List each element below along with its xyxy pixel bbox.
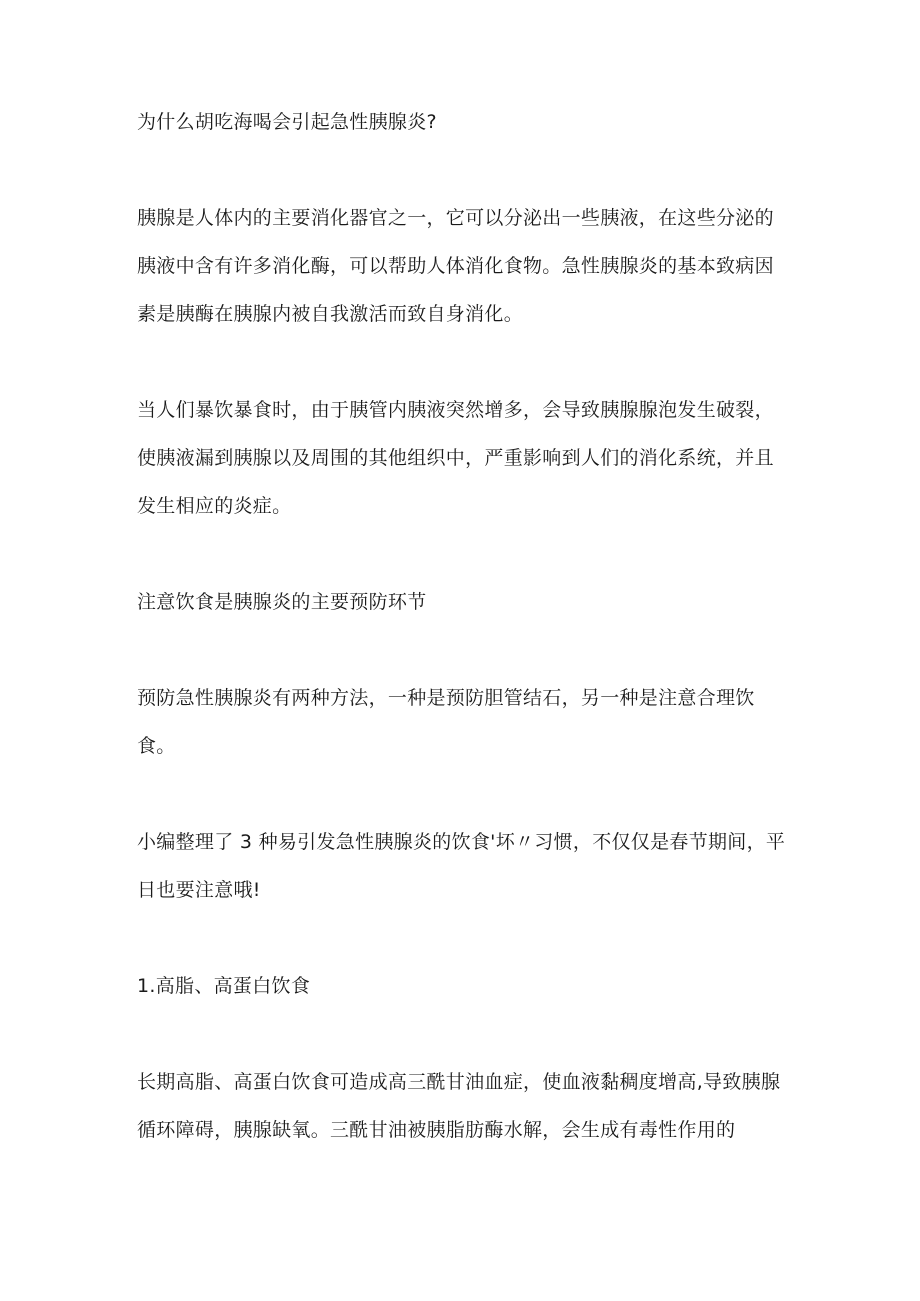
- section-heading-diet-prevention: 注意饮食是胰腺炎的主要预防环节: [137, 591, 427, 613]
- section-heading-high-fat-protein: 1.高脂、高蛋白饮食: [137, 975, 311, 997]
- paragraph-bad-habits-intro: 小编整理了 3 种易引发急性胰腺炎的饮食'坏〃习惯，不仅仅是春节期间，平日也要注意哦!: [137, 831, 786, 901]
- paragraph-overeating-effect: 当人们暴饮暴食时，由于胰管内胰液突然增多，会导致胰腺腺泡发生破裂，使胰液漏到胰腺以及周围的其他组织中，严重影响到人们的消化系统，并且发生相应的炎症。: [137, 399, 774, 517]
- paragraph-high-fat-explanation: 长期高脂、高蛋白饮食可造成高三酰甘油血症，使血液黏稠度增高,导致胰腺循环障碍，胰腺缺氧。三酰甘油被胰脂肪酶水解，会生成有毒性作用的: [137, 1071, 781, 1141]
- paragraph-pancreas-function: 胰腺是人体内的主要消化器官之一，它可以分泌出一些胰液，在这些分泌的胰液中含有许多消化酶，可以帮助人体消化食物。急性胰腺炎的基本致病因素是胰酶在胰腺内被自我激活而致自身消化。: [137, 207, 774, 325]
- section-heading-why-overeating: 为什么胡吃海喝会引起急性胰腺炎?: [137, 111, 437, 133]
- paragraph-prevention-methods: 预防急性胰腺炎有两种方法，一种是预防胆管结石，另一种是注意合理饮食。: [137, 687, 755, 757]
